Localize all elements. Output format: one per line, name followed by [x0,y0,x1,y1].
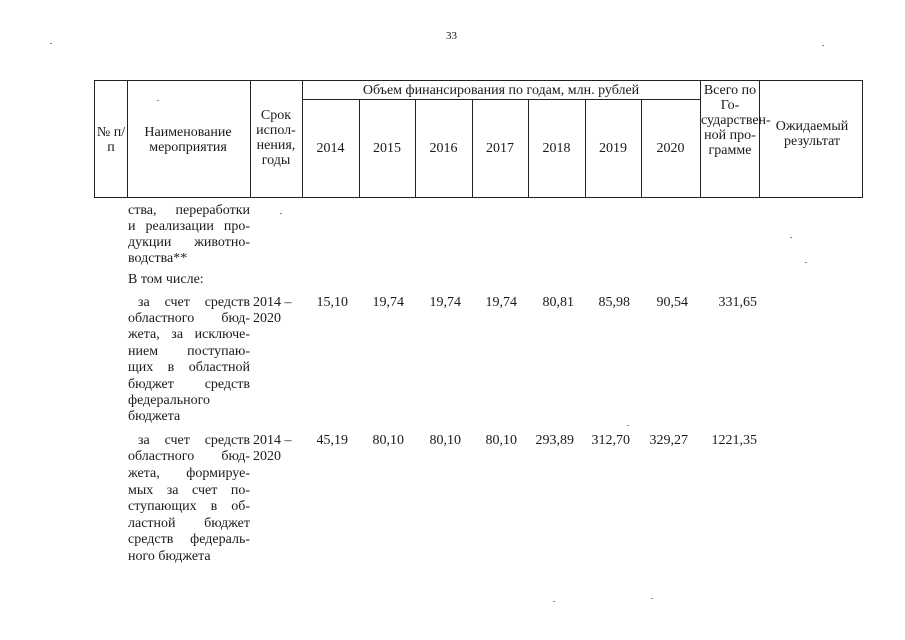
row-name-line: нием поступаю- [128,344,250,359]
row-name-line: областного бюд- [128,449,250,464]
continuation-line: водства** [128,251,188,266]
row-term-line: 2014 – [253,295,292,310]
row-value-2016: 80,10 [429,433,461,448]
scan-speck [822,45,824,46]
row-name-line: жета, формируе- [128,466,250,481]
row-value-2018: 80,81 [542,295,574,310]
scan-speck [805,262,807,263]
header-year-2016: 2016 [429,141,458,156]
continuation-line: и реализации про- [128,219,250,234]
row-value-2018: 293,89 [535,433,574,448]
scan-speck [280,213,282,214]
header-year-2019: 2019 [599,141,627,156]
row-value-2020: 90,54 [656,295,688,310]
header-result: Ожидаемый результат [775,119,849,149]
row-name-line: бюджета [128,409,181,424]
row-total: 331,65 [718,295,757,310]
header-year-2014: 2014 [316,141,345,156]
row-total: 1221,35 [711,433,757,448]
row-name-line: жета, за исключе- [128,327,250,342]
header-term: Срок испол-нения, годы [256,108,296,168]
row-value-2017: 80,10 [485,433,517,448]
scan-speck [651,598,653,599]
row-name-line: ластной бюджет [128,516,250,531]
scan-speck [157,100,159,101]
header-year-2017: 2017 [486,141,514,156]
row-name-line: ступающих в об- [128,499,250,514]
header-year-2020: 2020 [656,141,685,156]
row-name-line: областного бюд- [128,311,250,326]
row-term-line: 2014 – [253,433,292,448]
scan-speck [553,601,555,602]
row-name-line: федерального [128,393,211,408]
row-value-2019: 85,98 [598,295,630,310]
row-value-2014: 45,19 [316,433,348,448]
row-term-line: 2020 [253,449,281,464]
row-name-line: мых за счет по- [128,483,250,498]
row-name-line: средств федераль- [128,532,250,547]
header-year-2015: 2015 [373,141,401,156]
header-number: № п/п [96,125,126,155]
header-total: Всего по Го-сударствен-ной про-грамме [701,83,771,158]
row-name-line: ного бюджета [128,549,211,564]
continuation-line: ства, переработки [128,203,250,218]
page-number: 33 [446,30,457,42]
table-header [94,80,863,198]
header-year-2018: 2018 [542,141,571,156]
subheading: В том числе: [128,272,204,287]
row-value-2019: 312,70 [591,433,630,448]
row-name-line: за счет средств [138,295,250,310]
row-term-line: 2020 [253,311,281,326]
scan-speck [50,43,52,44]
row-value-2016: 19,74 [429,295,461,310]
row-value-2015: 19,74 [372,295,404,310]
row-name-line: за счет средств [138,433,250,448]
row-value-2020: 329,27 [649,433,688,448]
row-value-2017: 19,74 [485,295,517,310]
row-value-2014: 15,10 [316,295,348,310]
header-funding: Объем финансирования по годам, млн. рублей [362,83,640,98]
continuation-line: дукции животно- [128,235,250,250]
row-name-line: щих в областной [128,360,250,375]
scan-speck [790,237,792,238]
scan-speck [627,425,629,426]
row-value-2015: 80,10 [372,433,404,448]
header-name: Наименование мероприятия [144,125,232,155]
row-name-line: бюджет средств [128,377,250,392]
